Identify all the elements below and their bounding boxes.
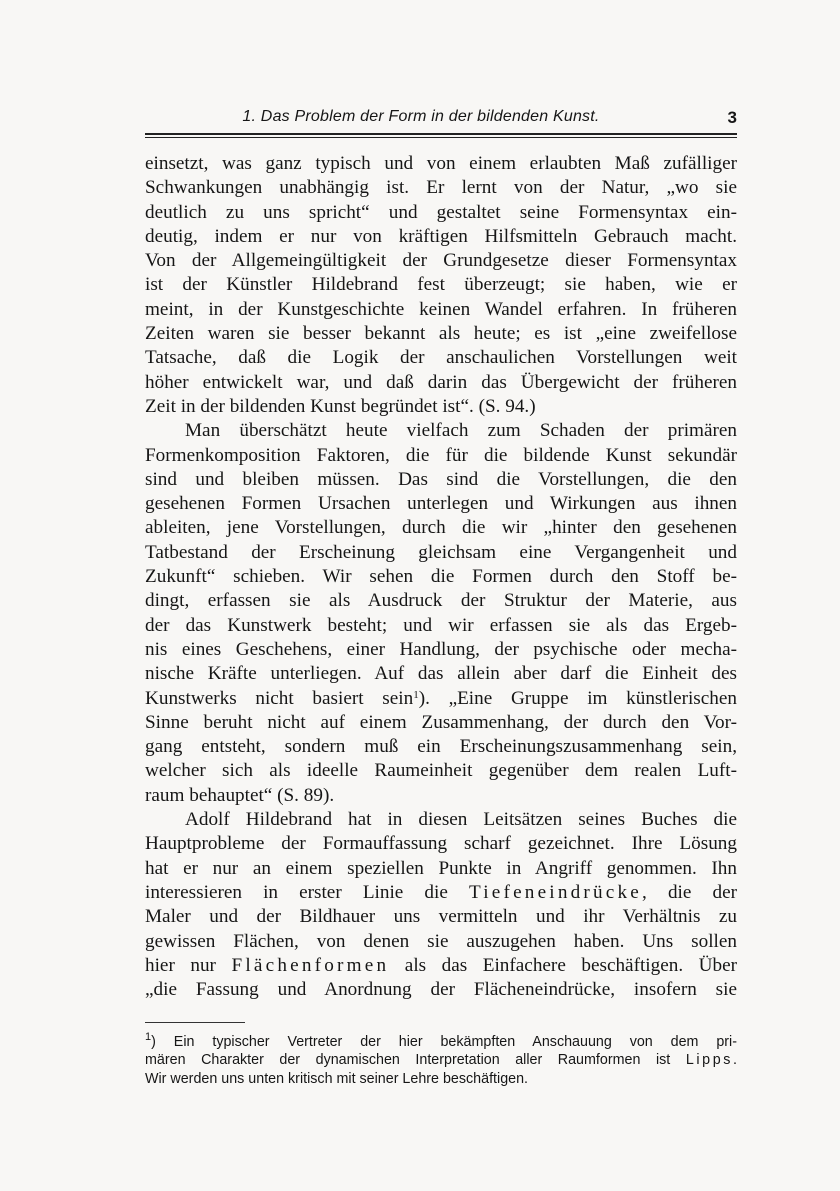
text-line: der das Kunstwerk besteht; und wir erfassen sie als das Ergeb- bbox=[145, 614, 737, 636]
text-line: Tatsache, daß die Logik der anschaulichen Vorstellungen weit bbox=[145, 347, 737, 369]
footnote-line: Wir werden uns unten kritisch mit seiner Lehre beschäftigen. bbox=[145, 1070, 529, 1087]
footnote-text: . bbox=[733, 1052, 737, 1069]
paragraph-start: Man überschätzt heute vielfach zum Schaden der primären bbox=[185, 420, 737, 442]
text-line: nische Kräfte unterliegen. Auf das allein aber darf die Einheit des bbox=[145, 663, 737, 685]
text-line: Sinne beruht nicht auf einem Zusammenhang, der durch den Vor- bbox=[145, 711, 737, 733]
text-line: ist der Künstler Hildebrand fest überzeugt; sie haben, wie er bbox=[145, 274, 737, 296]
text-line: gesehenen Formen Ursachen unterlegen und Wirkungen aus ihnen bbox=[145, 493, 737, 515]
text-line: höher entwickelt war, und daß darin das Übergewicht der früheren bbox=[145, 371, 737, 393]
text-fragment: , die der bbox=[642, 881, 737, 903]
text-line: Hauptprobleme der Formauffassung scharf gezeichnet. Ihre Lösung bbox=[145, 833, 737, 855]
text-line: Von der Allgemeingültigkeit der Grundgesetze dieser Formensyntax bbox=[145, 250, 737, 272]
text-line: dingt, erfassen sie als Ausdruck der Struktur der Materie, aus bbox=[145, 590, 737, 612]
footnote-marker: 1 bbox=[145, 1031, 152, 1043]
text-line: Schwankungen unabhängig ist. Er lernt von der Natur, „wo sie bbox=[145, 177, 737, 199]
footnote-reference[interactable]: 1 bbox=[413, 688, 419, 701]
text-line: Maler und der Bildhauer uns vermitteln und ihr Verhältnis zu bbox=[145, 906, 737, 928]
text-line: Tatbestand der Erscheinung gleichsam eine Vergangenheit und bbox=[145, 541, 737, 563]
text-line-with-emphasis bbox=[145, 954, 737, 978]
text-line: Zukunft“ schieben. Wir sehen die Formen durch den Stoff be- bbox=[145, 566, 737, 588]
text-line: deutlich zu uns spricht“ und gestaltet seine Formensyntax ein- bbox=[145, 201, 737, 223]
footnote-text: Ein typischer Vertreter der hier bekämpften Anschauung von dem pri- bbox=[173, 1034, 737, 1050]
text-line: deutig, indem er nur von kräftigen Hilfsmitteln Gebrauch macht. bbox=[145, 225, 737, 247]
text-line-with-emphasis bbox=[145, 881, 737, 905]
text-fragment: hier nur bbox=[145, 954, 216, 976]
text-line: meint, in der Kunstgeschichte keinen Wandel erfahren. In früheren bbox=[145, 298, 737, 320]
paragraph-start: Adolf Hildebrand hat in diesen Leitsätzen seines Buches die bbox=[185, 809, 737, 831]
text-line: sind und bleiben müssen. Das sind die Vorstellungen, die den bbox=[145, 468, 737, 490]
text-line: gewissen Flächen, von denen sie auszugehen haben. Uns sollen bbox=[145, 930, 737, 952]
text-line: nis eines Geschehens, einer Handlung, der psychische oder mecha- bbox=[145, 638, 737, 660]
page-header bbox=[145, 102, 737, 132]
spaced-emphasis: Tiefeneindrücke bbox=[468, 881, 643, 903]
body-text bbox=[145, 152, 737, 1002]
footnote-line bbox=[145, 1051, 737, 1069]
footnote-separator bbox=[145, 1022, 245, 1023]
text-line: hat er nur an einem speziellen Punkte in Angriff genommen. Ihn bbox=[145, 857, 737, 879]
footnote-text: mären Charakter der dynamischen Interpretation aller Raumformen ist bbox=[145, 1052, 671, 1069]
text-fragment: ). „Eine Gruppe im künstlerischen bbox=[418, 687, 737, 709]
text-line: Zeiten waren sie besser bekannt als heute; es ist „eine zweifellose bbox=[145, 323, 737, 345]
text-line: welcher sich als ideelle Raumeinheit gegenüber dem realen Luft- bbox=[145, 760, 737, 782]
text-line: gang entsteht, sondern muß ein Erscheinungszusammenhang sein, bbox=[145, 736, 737, 758]
text-line-with-footnote bbox=[145, 687, 737, 711]
text-fragment: Kunstwerks nicht basiert sein bbox=[145, 687, 414, 709]
text-fragment: interessieren in erster Linie die bbox=[145, 881, 448, 903]
header-rule-thin bbox=[145, 137, 737, 138]
footnote bbox=[145, 1033, 737, 1088]
text-line: einsetzt, was ganz typisch und von einem erlaubten Maß zufälliger bbox=[145, 153, 737, 174]
text-line: „die Fassung und Anordnung der Flächeneindrücke, insofern sie bbox=[145, 979, 737, 1001]
text-line: raum behauptet“ (S. 89). bbox=[145, 784, 335, 806]
text-line: Formenkomposition Faktoren, die für die bildende Kunst sekundär bbox=[145, 444, 737, 466]
author-name: Lipps bbox=[685, 1052, 734, 1069]
running-head: 1. Das Problem der Form in der bildenden Kunst. bbox=[242, 108, 600, 125]
footnote-line: $^1$) Ein typischer Vertreter der hier bekämpften Anschauung von dem pri- bbox=[145, 1031, 737, 1050]
header-rule bbox=[145, 133, 737, 135]
text-line: Zeit in der bildenden Kunst begründet ist“. (S. 94.) bbox=[145, 395, 536, 417]
text-fragment: als das Einfachere beschäftigen. Über bbox=[404, 954, 738, 976]
spaced-emphasis: Flächenformen bbox=[231, 954, 390, 976]
page-number: 3 bbox=[727, 108, 737, 127]
text-line: ableiten, jene Vorstellungen, durch die wir „hinter den gesehenen bbox=[145, 517, 737, 539]
